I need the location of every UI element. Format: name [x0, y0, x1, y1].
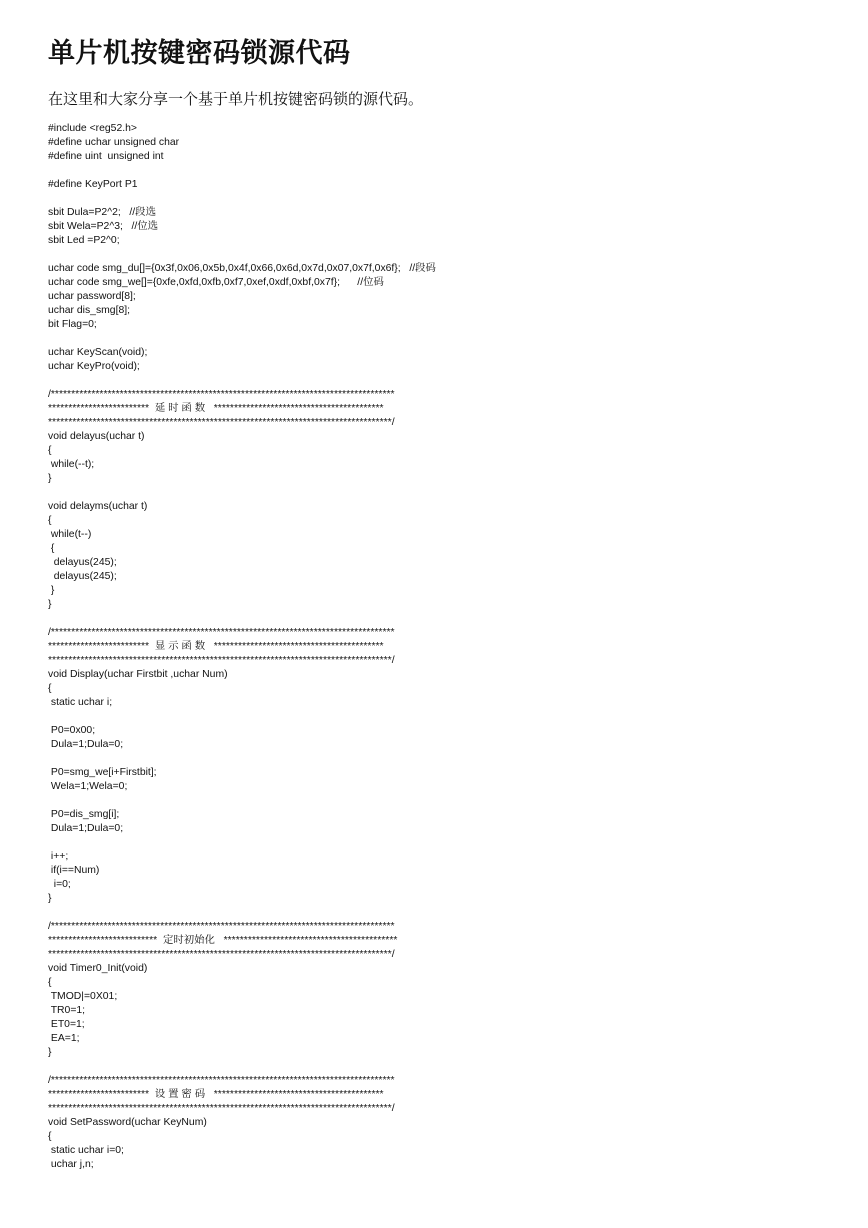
code-block	[48, 122, 848, 1172]
code-line: P0=smg_we[i+Firstbit];	[48, 767, 157, 778]
code-line: {	[48, 683, 52, 694]
code-line: uchar dis_smg[8];	[48, 305, 131, 316]
code-line	[48, 332, 848, 346]
code-line: if(i==Num)	[48, 865, 100, 876]
code-line: P0=dis_smg[i];	[48, 809, 120, 820]
code-line: }	[48, 473, 52, 484]
code-line: }	[48, 893, 52, 904]
code-line: while(t--)	[48, 529, 92, 540]
code-line	[48, 192, 848, 206]
code-line: {	[48, 445, 52, 456]
code-line: sbit Dula=P2^2; //段选	[48, 207, 156, 218]
code-line: *************************************************************************************/	[48, 949, 395, 960]
code-line: /*************************************************************************************	[48, 921, 395, 932]
code-line: TMOD|=0X01;	[48, 991, 118, 1002]
code-line: sbit Led =P2^0;	[48, 235, 120, 246]
code-line: i=0;	[48, 879, 71, 890]
code-line: Wela=1;Wela=0;	[48, 781, 128, 792]
code-line	[48, 612, 848, 626]
code-line: #define uint unsigned int	[48, 151, 164, 162]
code-line	[48, 752, 848, 766]
code-line: delayus(245);	[48, 571, 117, 582]
code-line: i++;	[48, 851, 69, 862]
code-line: *************************************************************************************/	[48, 655, 395, 666]
code-line	[48, 486, 848, 500]
code-line: ************************* 延 时 函 数 ******************************************	[48, 403, 384, 414]
code-line: uchar KeyScan(void);	[48, 347, 148, 358]
code-line: P0=0x00;	[48, 725, 96, 736]
code-line	[48, 374, 848, 388]
code-line: while(--t);	[48, 459, 95, 470]
code-line: void Timer0_Init(void)	[48, 963, 148, 974]
code-line: #include <reg52.h>	[48, 123, 137, 134]
code-line	[48, 794, 848, 808]
code-line	[48, 1060, 848, 1074]
code-line: }	[48, 1047, 52, 1058]
code-line	[48, 906, 848, 920]
code-line: Dula=1;Dula=0;	[48, 739, 124, 750]
code-line: static uchar i=0;	[48, 1145, 124, 1156]
code-line: {	[48, 977, 52, 988]
code-line: void delayms(uchar t)	[48, 501, 148, 512]
code-line	[48, 248, 848, 262]
code-line: {	[48, 515, 52, 526]
code-line	[48, 710, 848, 724]
code-line	[48, 164, 848, 178]
code-line: void SetPassword(uchar KeyNum)	[48, 1117, 207, 1128]
code-line: }	[48, 585, 55, 596]
code-line: uchar code smg_du[]={0x3f,0x06,0x5b,0x4f,0x66,0x6d,0x7d,0x07,0x7f,0x6f}; //段码	[48, 263, 436, 274]
code-line: delayus(245);	[48, 557, 117, 568]
code-line: TR0=1;	[48, 1005, 86, 1016]
code-line: #define uchar unsigned char	[48, 137, 180, 148]
code-line: ************************* 显 示 函 数 ******************************************	[48, 641, 384, 652]
code-line: *************************** 定时初始化 *******************************************	[48, 935, 398, 946]
code-line: {	[48, 543, 55, 554]
code-line: }	[48, 599, 52, 610]
code-line: /*************************************************************************************	[48, 1075, 395, 1086]
code-line: #define KeyPort P1	[48, 179, 138, 190]
code-line: ET0=1;	[48, 1019, 85, 1030]
code-line: bit Flag=0;	[48, 319, 97, 330]
code-line: uchar password[8];	[48, 291, 136, 302]
code-line: *************************************************************************************/	[48, 1103, 395, 1114]
page-title: 单片机按键密码锁源代码	[48, 38, 351, 69]
code-line: void Display(uchar Firstbit ,uchar Num)	[48, 669, 228, 680]
code-line: uchar KeyPro(void);	[48, 361, 140, 372]
code-line: {	[48, 1131, 52, 1142]
code-line: sbit Wela=P2^3; //位选	[48, 221, 159, 232]
code-line: uchar j,n;	[48, 1159, 94, 1170]
code-line: uchar code smg_we[]={0xfe,0xfd,0xfb,0xf7,0xef,0xdf,0xbf,0x7f}; //位码	[48, 277, 384, 288]
code-line: /*************************************************************************************	[48, 627, 395, 638]
code-line: static uchar i;	[48, 697, 113, 708]
code-line: ************************* 设 置 密 码 ******************************************	[48, 1089, 384, 1100]
code-line: void delayus(uchar t)	[48, 431, 145, 442]
code-line: Dula=1;Dula=0;	[48, 823, 124, 834]
code-line	[48, 836, 848, 850]
code-line: /*************************************************************************************	[48, 389, 395, 400]
code-line: EA=1;	[48, 1033, 80, 1044]
code-line: *************************************************************************************/	[48, 417, 395, 428]
document	[48, 34, 848, 1172]
intro-paragraph: 在这里和大家分享一个基于单片机按键密码锁的源代码。	[48, 90, 424, 108]
